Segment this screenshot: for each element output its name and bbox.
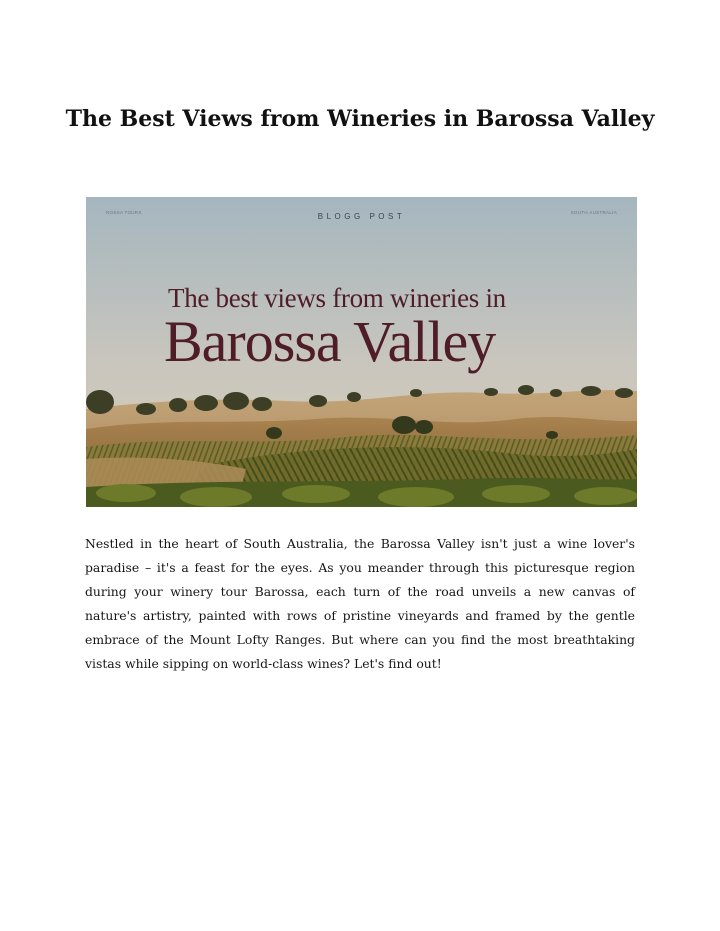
- intro-paragraph: Nestled in the heart of South Australia, the Barossa Valley isn't just a wine lover's paradise – it's a feast for the eyes. As you meander through this picturesque region during your winery tour Barossa, each turn of the road unveils a new canvas of nature's artistry, painted with rows of pristine vineyards and framed by the gentle embrace of the Mount Lofty Ranges. But where can you find the most breathtaking vistas while sipping on world-class wines? Let's find out!: [85, 536, 635, 671]
- hero-image: [86, 197, 637, 507]
- hero-eyebrow: BLOGG POST: [317, 212, 406, 221]
- page-title: The Best Views from Wineries in Barossa Valley: [65, 106, 655, 132]
- hero-headline-line2: Barossa Valley: [164, 309, 496, 374]
- hero-corner-label-left: ROSSA TOURS: [106, 210, 142, 215]
- hero-overlay: [86, 197, 637, 507]
- hero-headline-line1: The best views from wineries in: [168, 283, 506, 313]
- hero-corner-label-right: SOUTH AUSTRALIA: [570, 210, 617, 215]
